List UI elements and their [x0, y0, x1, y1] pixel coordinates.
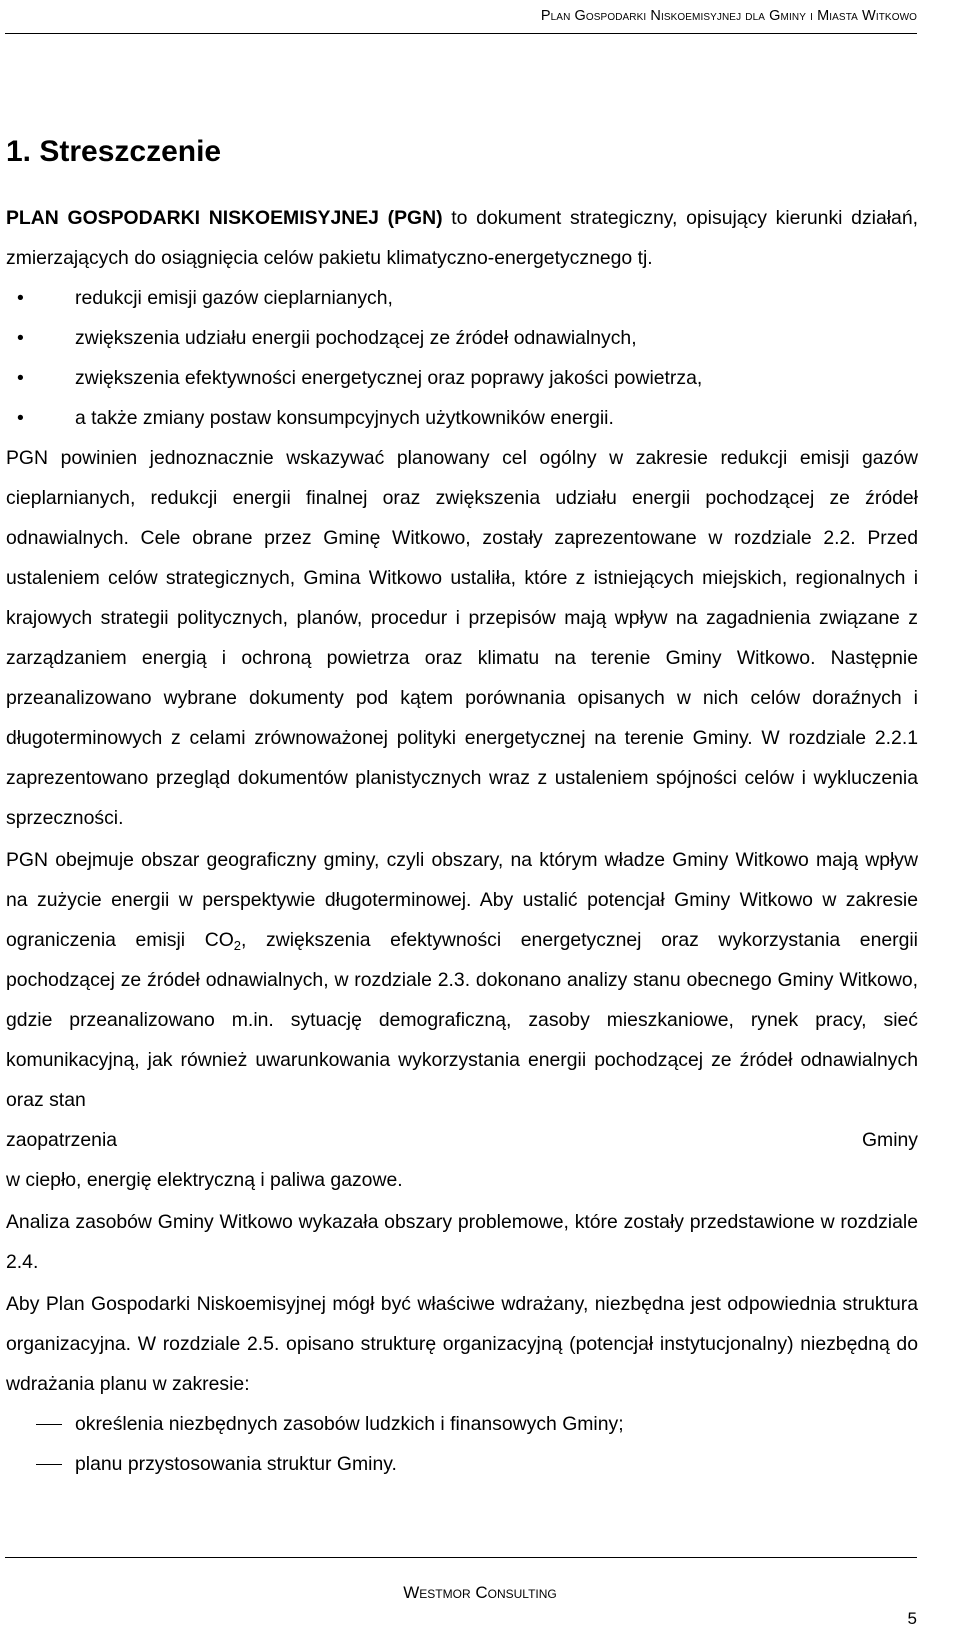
paragraph-goals: PGN powinien jednoznacznie wskazywać planowany cel ogólny w zakresie redukcji emisji gazów cieplarnianych, redukcji energii finalnej oraz zwiększenia udziału energii pochodzącej ze źródeł odnawialnych. Cele obrane przez Gminę Witkowo, zostały zaprezentowane w rozdziale 2.2. Przed ustaleniem celów strategicznych, Gmina Witkowo ustaliła, które z istniejących miejskich, regionalnych i krajowych strategii politycznych, planów, procedur i przepisów mają wpływ na zagadnienia związane z zarządzaniem energią i ochroną powietrza oraz klimatu na terenie Gminy Witkowo. Następnie przeanalizowano wybrane dokumenty pod kątem porównania opisanych w nich celów doraźnych i długoterminowych z celami zrównoważonej polityki energetycznej na terenie Gminy. W rozdziale 2.2.1 zaprezentowano przegląd dokumentów planistycznych wraz z ustaleniem spójności celów i wykluczenia sprzeczności.	[6, 447, 918, 829]
paragraph-scope	[6, 840, 918, 1120]
dash-icon	[36, 1464, 62, 1465]
list-item-text: planu przystosowania struktur Gminy.	[75, 1453, 397, 1475]
split-line-right: Gminy	[861, 1129, 918, 1151]
page-header: Plan Gospodarki Niskoemisyjnej dla Gminy i Miasta Witkowo	[540, 8, 917, 24]
scope-dash-list	[6, 1404, 918, 1484]
section-heading: 1. Streszczenie	[6, 135, 222, 168]
paragraph-analysis: Analiza zasobów Gminy Witkowo wykazała obszary problemowe, które zostały przedstawione w rozdziale 2.4.	[6, 1211, 918, 1273]
intro-bold-term: PLAN GOSPODARKI NISKOEMISYJNEJ (PGN)	[6, 207, 443, 229]
header-divider	[5, 33, 917, 34]
list-item	[6, 278, 918, 318]
paragraph-scope-group	[6, 840, 918, 1200]
list-item	[6, 398, 918, 438]
footer-divider	[5, 1557, 917, 1558]
list-item-text: określenia niezbędnych zasobów ludzkich i finansowych Gminy;	[75, 1413, 624, 1435]
footer-company: Westmor Consulting	[403, 1583, 557, 1602]
split-line-left: zaopatrzenia	[6, 1129, 118, 1151]
intro-paragraph	[6, 198, 918, 278]
document-body	[6, 132, 918, 1484]
goals-bullet-list	[6, 278, 918, 438]
paragraph-structure: Aby Plan Gospodarki Niskoemisyjnej mógł być właściwe wdrażany, niezbędna jest odpowiednia struktura organizacyjna. W rozdziale 2.5. opisano strukturę organizacyjną (potencjał instytucjonalny) niezbędną do wdrażania planu w zakresie:	[6, 1293, 918, 1395]
list-item-text: a także zmiany postaw konsumpcyjnych użytkowników energii.	[75, 407, 614, 429]
list-item-text: zwiększenia udziału energii pochodzącej ze źródeł odnawialnych,	[75, 327, 637, 349]
paragraph-scope-text: PGN obejmuje obszar geograficzny gminy, czyli obszary, na którym władze Gminy Witkowo mają wpływ na zużycie energii w perspektywie długoterminowej. Aby ustalić potencjał Gminy Witkowo w zakresie ograniczenia emisji CO	[6, 849, 918, 951]
intro-text: to dokument strategiczny, opisujący kierunki działań, zmierzających do osiągnięcia celów pakietu klimatyczno-energetycznego tj.	[6, 207, 919, 269]
bullet-icon: •	[17, 287, 24, 309]
list-item	[6, 318, 918, 358]
dash-icon	[36, 1424, 62, 1425]
justified-split-line	[6, 1120, 918, 1160]
list-item	[6, 358, 918, 398]
page-number: 5	[907, 1609, 917, 1628]
paragraph-scope-last-line: w ciepło, energię elektryczną i paliwa gazowe.	[6, 1169, 403, 1191]
list-item	[6, 1444, 918, 1484]
list-item	[6, 1404, 918, 1444]
bullet-icon: •	[17, 327, 24, 349]
list-item-text: redukcji emisji gazów cieplarnianych,	[75, 287, 393, 309]
co2-subscript: 2	[233, 938, 242, 953]
paragraph-scope-text-cont: , zwiększenia efektywności energetycznej oraz wykorzystania energii pochodzącej ze źródeł odnawialnych, w rozdziale 2.3. dokonano analizy stanu obecnego Gminy Witkowo, gdzie przeanalizowano m.in. sytuację demograficzną, zasoby mieszkaniowe, rynek pracy, sieć komunikacyjną, jak również uwarunkowania wykorzystania energii pochodzącej ze źródeł odnawialnych oraz stan	[6, 929, 918, 1111]
bullet-icon: •	[17, 367, 24, 389]
bullet-icon: •	[17, 407, 24, 429]
list-item-text: zwiększenia efektywności energetycznej oraz poprawy jakości powietrza,	[75, 367, 703, 389]
